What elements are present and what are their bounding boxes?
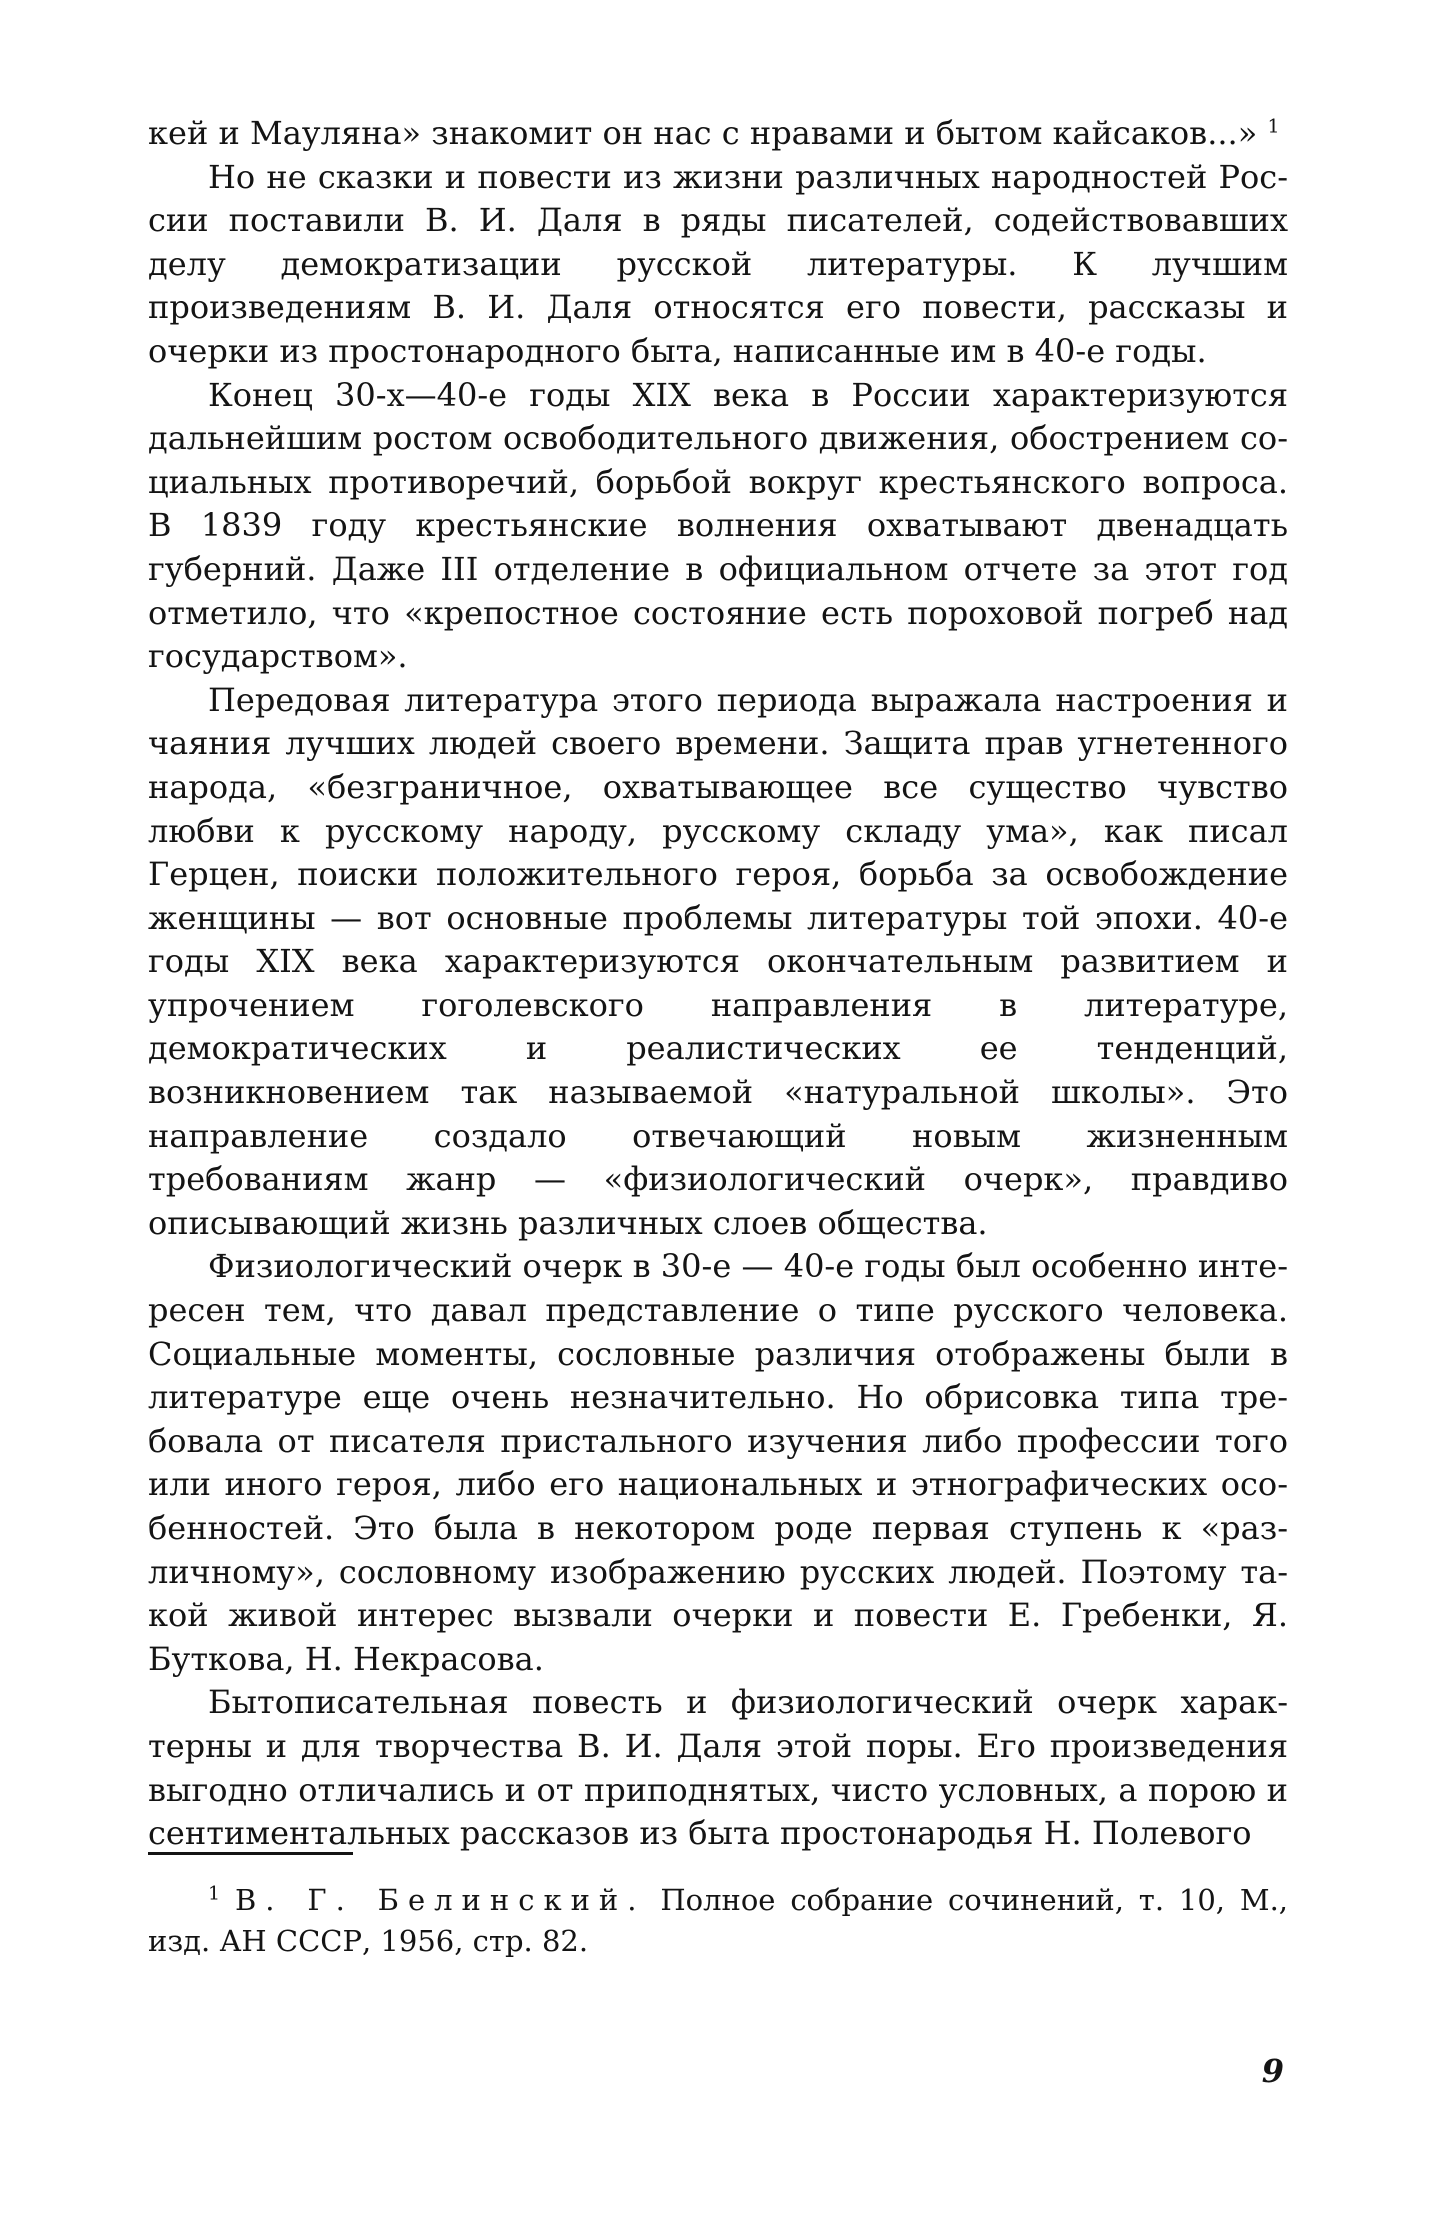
paragraph: Передовая литература этого периода выражала настроения и чаяния лучших людей своего времени. Защита прав угнетенного народа, «безграничное, охватывающее все существо чувство любви к русскому народу, русскому складу ума», как писал Герцен, поиски положительного героя, борьба за освобождение женщины — вот основные проблемы литературы той эпохи. 40-е годы XIX века характеризуются окончательным развитием и упрочением гоголевского направления в литературе, демократических и реалистических ее тенденций, возникновением так называемой «натуральной школы». Это направление создало отвечающий новым жизненным требованиям жанр — «физиологический очерк», правдиво описывающий жизнь различных слоев общества. bbox=[148, 680, 1288, 1242]
footnote bbox=[148, 1880, 1288, 1962]
footnote-author: В. Г. Белинский. bbox=[234, 1883, 646, 1917]
page-number: 9 bbox=[1261, 2052, 1284, 2090]
footnote-text: Полное собрание сочинений, т. 10, М., изд. АН СССР, 1956, стр. 82. bbox=[148, 1883, 1289, 1958]
paragraph: Физиологический очерк в 30-е — 40-е годы был особенно интересен тем, что давал представление о типе русского человека. Социальные моменты, сословные различия отображены были в литературе еще очень незначительно. Но обрисовка типа требовала от писателя пристального изучения либо профессии того или иного героя, либо его национальных и этнографических особенностей. Это была в некотором роде первая ступень к «различному», сословному изображению русских людей. Поэтому такой живой интерес вызвали очерки и повести Е. Гребенки, Я. Буткова, Н. Некрасова. bbox=[148, 1247, 1288, 1678]
main-text bbox=[148, 112, 1288, 1856]
footnote-divider bbox=[148, 1852, 353, 1855]
paragraph: Конец 30-х—40-е годы XIX века в России характеризуются дальнейшим ростом освободительного движения, обострением социальных противоречий, борьбой вокруг крестьянского вопроса. В 1839 году крестьянские волнения охватывают двенадцать губерний. Даже III отделение в официальном отчете за этот год отметило, что «крепостное состояние есть пороховой погреб над государством». bbox=[148, 375, 1288, 676]
footnote-marker: 1 bbox=[208, 1882, 221, 1905]
footnote-reference: 1 bbox=[1267, 115, 1280, 138]
paragraph: Бытописательная повесть и физиологический очерк характерны и для творчества В. И. Даля этой поры. Его произведения выгодно отличались и от приподнятых, чисто условных, а порою и сентиментальных рассказов из быта простонародья Н. Полевого bbox=[148, 1683, 1288, 1853]
paragraph-text: кей и Мауляна» знакомит он нас с нравами и бытом кайсаков...» bbox=[148, 114, 1258, 152]
paragraph: Но не сказки и повести из жизни различных народностей России поставили В. И. Даля в ряды писателей, содействовавших делу демократизации русской литературы. К лучшим произведениям В. И. Даля относятся его повести, рассказы и очерки из простонародного быта, написанные им в 40-е годы. bbox=[148, 157, 1288, 370]
paragraph-continuation bbox=[148, 112, 1288, 156]
